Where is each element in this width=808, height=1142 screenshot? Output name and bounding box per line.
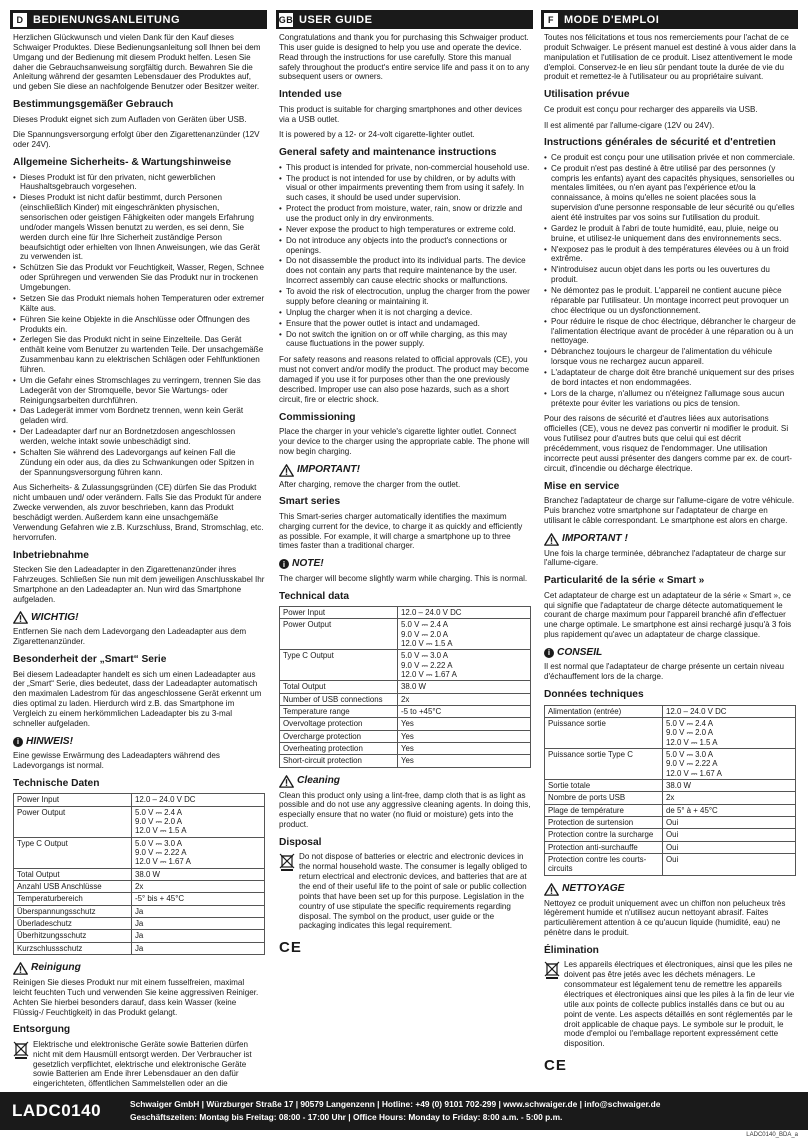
disposal-block [544,960,796,1049]
spec-name-cell: Protection anti-surchauffe [545,841,663,853]
disposal-text: Elektrische und elektronische Geräte sowie Batterien dürfen nicht mit dem Hausmüll entsorgt werden. Der Verbraucher ist gesetzlich verpflichtet, elektrische und elektronische Geräte sowie Batterien am Ende ihrer Lebensdauer an den dafür eingerichteten, öffentlichen Sammelstellen oder an die [33,1039,252,1088]
spec-value-cell: -5° bis + 45°C [131,893,264,905]
safety-item: • Débranchez toujours le chargeur de l'alimentation du véhicule lorsque vous ne rechargez aucun appareil. [544,347,796,367]
column-body [10,29,267,1088]
spec-name-cell: Power Input [14,794,132,806]
smart-series-text: This Smart-series charger automatically identifies the maximum charging current for the device, to charge it as quickly and efficiently as possible. For example, it will charge a smartphone up to three times faster than a traditional charger. [279,511,523,551]
intro-text: Herzlichen Glückwunsch und vielen Dank für den Kauf dieses Schwaiger Produktes. Diese Bedienungsanleitung soll Ihnen bei dem Umgang und der Bedienung mit diesem Produkt helfen. Lesen Sie daher die Gebrauchsanweisung sorgfältig durch. Bewahren Sie die Anleitung während der gesamten Lebensdauer des Produktes auf, und geben Sie diese an nachfolgende Benutzer oder Besitzer weiter. [13,33,261,92]
table-row [545,705,796,717]
spec-name-cell: Power Input [280,607,398,619]
info-icon: i [544,648,554,658]
warning-triangle-icon [544,533,559,546]
intended-use-heading: Utilisation prévue [544,89,630,101]
note-text: The charger will become slightly warm while charging. This is normal. [279,573,528,583]
table-row [280,755,531,767]
spec-value-cell: Oui [662,816,795,828]
table-row [545,841,796,853]
safety-item: • The product is not intended for use by children, or by adults with visual or other impairments preventing them from using it safely. In such cases, it should be used under supervision. [279,174,531,204]
table-row [280,619,531,650]
technical-data-table [13,793,265,955]
spec-value-cell: Oui [662,841,795,853]
intro-text: Congratulations and thank you for purchasing this Schwaiger product. This user guide is designed to help you use and operate the device. Read through the instructions for use carefully. Store this manual safely throughout the product's entire service life and pass it on to any subsequent users or owners. [279,33,530,82]
safety-item: • Unplug the charger when it is not charging a device. [279,308,531,318]
safety-item: • Pour réduire le risque de choc électrique, débrancher le chargeur de l'alimentation électrique avant de procéder à une réparation ou à un nettoyage. [544,317,796,347]
safety-item: • Ne démontez pas le produit. L'appareil ne contient aucune pièce réparable par l'utilisateur. Un montage incorrect peut provoquer un choc électrique ou un dysfonctionnement. [544,286,796,316]
spec-name-cell: Overcharge protection [280,730,398,742]
spec-name-cell: Puissance sortie Type C [545,748,663,779]
table-row [14,930,265,942]
warning-triangle-icon [544,883,559,896]
table-row [14,837,265,868]
table-row [14,942,265,954]
safety-item: • Führen Sie keine Objekte in die Anschlüsse oder Öffnungen des Produkts ein. [13,315,265,335]
french-column [541,10,798,1088]
spec-value-cell: de 5° à + 45°C [662,804,795,816]
spec-name-cell: Plage de température [545,804,663,816]
smart-series-heading: Particularité de la série « Smart » [544,575,705,587]
spec-value-cell: 38.0 W [131,868,264,880]
table-row [280,718,531,730]
table-row [545,792,796,804]
language-code: GB [278,14,294,25]
technical-data-heading: Technische Daten [13,777,100,789]
important-heading-label: IMPORTANT! [297,463,361,475]
cleaning-heading [544,883,796,896]
note-heading [13,736,265,748]
info-icon: i [279,559,289,569]
office-hours-line: Geschäftszeiten: Montag bis Freitag: 08:00 - 17:00 Uhr | Office Hours: Monday to Friday: 8:00 a.m. - 5:00 p.m. [130,1112,563,1122]
spec-name-cell: Type C Output [280,650,398,681]
spec-name-cell: Short-circuit protection [280,755,398,767]
table-row [280,730,531,742]
language-code: D [13,13,27,27]
disposal-text: Les appareils électriques et électroniques, ainsi que les piles ne doivent pas être jetés avec les déchets ménagers. Le consommateur est légalement tenu de remettre les appareils électriques et électroniques ainsi que les piles à la fin de leur vie utile aux points de collecte publics installés dans ce but ou au point de vente. Les aspects détaillés en sont réglementés par le droit applicable de chaque pays. Le symbole sur le produit, le mode d'emploi ou l'emballage reportent expressément cette disposition. [564,960,795,1049]
spec-name-cell: Alimentation (entrée) [545,705,663,717]
safety-item: • Um die Gefahr eines Stromschlages zu verringern, trennen Sie das Ladegerät von der Stromquelle, bevor Sie Wartungs- oder Reinigungsarbeiten durchführen. [13,376,265,406]
power-supply-text: Die Spannungsversorgung erfolgt über den Zigarettenanzünder (12V oder 24V). [13,130,260,150]
warning-triangle-icon [13,611,28,624]
important-heading-label: WICHTIG! [31,611,79,623]
warning-triangle-icon [279,775,294,788]
column-header [541,10,798,29]
table-row [545,748,796,779]
ce-mark: CE [279,939,302,957]
company-address-line: Schwaiger GmbH | Würzburger Straße 17 | 90579 Langenzenn | Hotline: +49 (0) 9101 702-299 | www.schwaiger.de | info@schwaiger.de [130,1098,661,1109]
intro-text: Toutes nos félicitations et tous nos remerciements pour l'achat de ce produit Schwaiger. Le présent manuel est destiné à vous aider dans la manipulation et l'utilisation de ce produit. Lisez attentivement le mode d'emploi. Conservez-le en lieu sûr pendant toute la durée de vie du produit et remettez-le à l'utilisateur ou au propriétaire suivant. [544,33,796,82]
model-number: LADC0140 [12,1101,102,1120]
spec-name-cell: Überladeschutz [14,917,132,929]
spec-value-cell: 5.0 V ⎓ 2.4 A 9.0 V ⎓ 2.0 A 12.0 V ⎓ 1.5 A [131,806,264,837]
disposal-heading: Entsorgung [13,1024,71,1036]
spec-value-cell: Ja [131,905,264,917]
safety-item: • Do not introduce any objects into the product's connections or openings. [279,236,531,256]
disposal-block [279,852,531,931]
table-row [14,880,265,892]
spec-name-cell: Total Output [280,681,398,693]
important-text: Entfernen Sie nach dem Ladevorgang den Ladeadapter aus dem Zigarettenanzünder. [13,627,247,647]
safety-item: • N'introduisez aucun objet dans les ports ou les ouvertures du produit. [544,265,796,285]
table-row [280,607,531,619]
crossed-bin-icon [279,853,295,871]
crossed-bin-icon [544,961,560,979]
language-code: F [544,13,558,27]
safety-heading: General safety and maintenance instructions [279,147,497,159]
warning-triangle-icon [279,464,294,477]
note-heading-label: CONSEIL [557,647,603,658]
safety-item: • This product is intended for private, non-commercial household use. [279,163,531,173]
spec-name-cell: Overheating protection [280,742,398,754]
important-heading-label: IMPORTANT ! [562,532,628,544]
german-column [10,10,267,1088]
spec-value-cell: 2x [662,792,795,804]
table-row [545,779,796,791]
safety-item: • L'adaptateur de charge doit être branché uniquement sur des prises de bord intactes et non endommagées. [544,368,796,388]
spec-value-cell: 12.0 – 24.0 V DC [397,607,530,619]
spec-name-cell: Number of USB connections [280,693,398,705]
column-title: MODE D'EMPLOI [564,13,660,26]
safety-list [544,153,796,408]
spec-value-cell: Oui [662,853,795,875]
safety-item: • Dieses Produkt ist für den privaten, nicht gewerblichen Haushaltsgebrauch vorgesehen. [13,173,265,193]
note-heading-label: NOTE! [292,558,324,570]
spec-value-cell: 5.0 V ⎓ 3.0 A 9.0 V ⎓ 2.22 A 12.0 V ⎓ 1.67 A [662,748,795,779]
safety-item: • Ce produit est conçu pour une utilisation privée et non commerciale. [544,153,796,163]
table-row [280,742,531,754]
spec-value-cell: Ja [131,917,264,929]
cleaning-heading [13,962,265,975]
table-row [14,917,265,929]
spec-name-cell: Overvoltage protection [280,718,398,730]
cleaning-heading-label: Reinigung [31,962,81,974]
english-column [276,10,533,1088]
technical-data-table [544,705,796,876]
technical-data-heading: Données techniques [544,689,644,701]
spec-name-cell: Überhitzungsschutz [14,930,132,942]
safety-item: • Zerlegen Sie das Produkt nicht in seine Einzelteile. Das Gerät enthält keine vom Benutzer zu wartenden Teile. Der unsachgemäße Zusammenbau kann zu elektrischen Schlägen oder Fehlfunktionen führen. [13,335,265,374]
column-title: BEDIENUNGSANLEITUNG [33,13,181,26]
smart-series-heading: Besonderheit der „Smart“ Serie [13,654,167,666]
table-row [14,905,265,917]
spec-value-cell: Oui [662,829,795,841]
technical-data-heading: Technical data [279,590,350,602]
safety-list [13,173,265,478]
spec-name-cell: Protection contre la surcharge [545,829,663,841]
commissioning-text: Place the charger in your vehicle's cigarette lighter outlet. Connect your device to the charger using the appropriate cable. The phone will now begin charging. [279,426,530,456]
safety-item: • Schützen Sie das Produkt vor Feuchtigkeit, Wasser, Regen, Schnee oder Sprühregen und verwenden Sie das Produkt nur in trockenen Umgebungen. [13,263,265,293]
cleaning-heading [279,775,531,788]
safety-item: • Do not switch the ignition on or off while charging, as this may cause fluctuations in the power supply. [279,330,531,350]
safety-heading: Allgemeine Sicherheits- & Wartungshinweise [13,157,232,169]
info-icon: i [13,737,23,747]
table-row [280,650,531,681]
spec-value-cell: 5.0 V ⎓ 2.4 A 9.0 V ⎓ 2.0 A 12.0 V ⎓ 1.5 A [397,619,530,650]
intended-use-text: Ce produit est conçu pour recharger des appareils via USB. [544,104,758,114]
spec-value-cell: 5.0 V ⎓ 3.0 A 9.0 V ⎓ 2.22 A 12.0 V ⎓ 1.67 A [397,650,530,681]
note-heading [544,647,796,659]
disposal-block [13,1040,265,1088]
column-body [276,29,533,958]
table-row [14,794,265,806]
column-title: USER GUIDE [299,13,373,26]
smart-series-text: Bei diesem Ladeadapter handelt es sich um einen Ladeadapter aus der „Smart“ Serie, dies bedeutet, dass der Ladeadapter automatisch den maximalen Ladestrom für das angeschlossene Gerät erkennt um dies optimal zu laden. Hierdurch wird z.B. das Smartphone im Vergleich zu einem herkömmlichen Ladeadapter bis zu 3-mal schneller aufgeladen. [13,669,262,728]
safety-item: • To avoid the risk of electrocution, unplug the charger from the power supply before cleaning or maintaining it. [279,287,531,307]
table-row [545,829,796,841]
spec-name-cell: Protection de surtension [545,816,663,828]
table-row [545,717,796,748]
spec-value-cell: Yes [397,755,530,767]
spec-value-cell: 2x [397,693,530,705]
cleaning-text: Clean this product only using a lint-free, damp cloth that is as light as possible and do not use any aggressive cleaning agents. In doing this, especially ensure that no water (no fluid or moisture) gets into the product. [279,790,531,830]
cleaning-heading-label: NETTOYAGE [562,882,625,894]
important-text: Une fois la charge terminée, débranchez l'adaptateur de charge sur l'allume-cigare. [544,548,786,568]
commissioning-heading: Commissioning [279,411,356,423]
spec-name-cell: Sortie totale [545,779,663,791]
important-heading [13,611,265,624]
spec-name-cell: Type C Output [14,837,132,868]
smart-series-text: Cet adaptateur de charge est un adaptateur de la série « Smart », ce qui signifie que l'adaptateur de charge détecte automatiquement le courant de charge maximum pour l'appareil branché afin d'effectuer une charge optimale. Le smartphone est ainsi rechargé jusqu'à 3 fois plus rapidement qu'avec un adaptateur de charge classique. [544,590,792,640]
spec-value-cell: Yes [397,730,530,742]
table-row [14,868,265,880]
commissioning-text: Stecken Sie den Ladeadapter in den Zigarettenanzünder ihres Fahrzeuges. Schließen Sie nun mit dem jeweiligen Anschlusskabel Ihr Smartphone an den Ladeadapter an. Nun wird das Smartphone aufgeladen. [13,564,265,604]
safety-item: • Gardez le produit à l'abri de toute humidité, eau, pluie, neige ou bruine, et utilisez-le uniquement dans des environnements secs. [544,224,796,244]
table-row [14,806,265,837]
spec-value-cell: 12.0 – 24.0 V DC [662,705,795,717]
technical-data-table [279,606,531,768]
cleaning-text: Nettoyez ce produit uniquement avec un chiffon non pelucheux très légèrement humide et n'utilisez aucun nettoyant abrasif. Faites particulièrement attention à ce qu'aucun liquide (humidité, eau) ne pénètre dans le produit. [544,898,786,938]
spec-value-cell: 5.0 V ⎓ 3.0 A 9.0 V ⎓ 2.22 A 12.0 V ⎓ 1.67 A [131,837,264,868]
table-row [280,681,531,693]
safety-item: • Lors de la charge, n'allumez ou n'éteignez l'allumage sous aucun prétexte pour éviter les variations ou pics de tension. [544,389,796,409]
column-header [10,10,267,29]
footer-bar [0,1092,808,1130]
spec-value-cell: -5 to +45°C [397,705,530,717]
note-heading-label: HINWEIS! [26,735,73,747]
safety-item: • Ensure that the power outlet is intact and undamaged. [279,319,531,329]
intended-use-heading: Bestimmungsgemäßer Gebrauch [13,99,174,111]
disposal-heading: Élimination [544,944,599,956]
important-heading [544,533,796,546]
ce-approval-text: Aus Sicherheits- & Zulassungsgründen (CE) dürfen Sie das Produkt nicht umbauen und/ oder verändern. Falls Sie das Produkt für andere Zwecke verwenden, als zuvor beschrieben, kann das Produkt beschädigt werden. Außerdem kann eine unsachgemäße Verwendung Gefahren wie z.B. Kurzschluss, Brand, Stromschlag, etc. hervorrufen. [13,483,264,542]
cleaning-heading-label: Cleaning [297,774,341,786]
crossed-bin-icon [13,1041,29,1059]
intended-use-text: This product is suitable for charging smartphones and other devices via a USB outlet. [279,104,522,124]
safety-item: • Protect the product from moisture, water, rain, snow or drizzle and use the product only in dry environments. [279,204,531,224]
table-row [14,893,265,905]
important-heading [279,464,531,477]
intended-use-text: Dieses Produkt eignet sich zum Aufladen von Geräten über USB. [13,114,247,124]
smart-series-heading: Smart series [279,496,341,508]
note-text: Eine gewisse Erwärmung des Ladeadapters während des Ladevorgangs ist normal. [13,751,220,771]
spec-name-cell: Temperature range [280,705,398,717]
spec-value-cell: 38.0 W [662,779,795,791]
spec-name-cell: Protection contre les courts-circuits [545,853,663,875]
disposal-heading: Disposal [279,837,322,849]
column-body [541,29,798,1075]
commissioning-heading: Mise en service [544,480,620,492]
spec-name-cell: Kurzschlussschutz [14,942,132,954]
spec-value-cell: 5.0 V ⎓ 2.4 A 9.0 V ⎓ 2.0 A 12.0 V ⎓ 1.5 A [662,717,795,748]
safety-item: • Der Ladeadapter darf nur an Bordnetzdosen angeschlossen werden, welche intakt sowie unbeschädigt sind. [13,427,265,447]
table-row [545,816,796,828]
spec-name-cell: Puissance sortie [545,717,663,748]
safety-item: • Schalten Sie während des Ladevorgangs auf keinen Fall die Zündung ein oder aus, da dies zu Schwankungen oder Spitzen in der Spannungsversorgung führen kann. [13,448,265,478]
company-info [130,1098,660,1124]
intended-use-heading: Intended use [279,89,342,101]
spec-name-cell: Power Output [280,619,398,650]
spec-value-cell: Ja [131,930,264,942]
spec-value-cell: Yes [397,742,530,754]
safety-item: • Never expose the product to high temperatures or extreme cold. [279,225,531,235]
safety-item: • Do not disassemble the product into its individual parts. The device does not contain any parts that require maintenance by the user. Incorrect assembly can cause electric shocks or malfunctions. [279,256,531,286]
spec-name-cell: Power Output [14,806,132,837]
safety-item: • Dieses Produkt ist nicht dafür bestimmt, durch Personen (einschließlich Kinder) mit eingeschränkten physischen, sensorischen oder geistigen Fähigkeiten oder mangels Erfahrung und/oder mangels Wissen benutzt zu werden, es sei denn, Sie werden durch eine für Ihre Sicherheit zuständige Person beaufsichtigt oder erhielten von Ihnen Anweisungen, wie das Gerät zu verwenden ist. [13,193,265,262]
safety-item: • Ce produit n'est pas destiné à être utilisé par des personnes (y compris les enfants) ayant des capacités physiques, sensorielles ou mentales limitées, ou n'en ayant pas l'expérience et/ou la connaissance, à moins qu'elles ne soient placées sous la supervision d'une personne responsable de leur sécurité ou qu'elles aient été instruites par vos soins sur l'utilisation du produit. [544,164,796,223]
ce-approval-text: Pour des raisons de sécurité et d'autres liées aux autorisations officielles (CE), vous ne devez pas convertir ni modifier le produit. Si vous l'utilisez pour d'autres buts que celui qui est décrit précédemment, vous risquez de l'endommager. Une utilisation incorrecte peut aussi présenter des dangers comme par ex. de court-circuit, d'incendie ou décharge électrique. [544,414,792,473]
ce-approval-text: For safety reasons and reasons related to official approvals (CE), you must not convert and/or modify the product. The product may become damaged if you use it for purposes other than the one previously described. Improper use can also pose hazards, such as a short circuit, fire or electric shock. [279,355,529,404]
spec-name-cell: Anzahl USB Anschlüsse [14,880,132,892]
spec-name-cell: Temperaturbereich [14,893,132,905]
safety-heading: Instructions générales de sécurité et d'entretien [544,137,776,149]
disposal-text: Do not dispose of batteries or electric and electronic devices in the normal household waste. The consumer is legally obliged to return electrical and electronic devices, and batteries that are at the end of their useful life to the point of sale or public collection points that have been set up for this purpose. Legislation in the country of use stipulate the specific requirements regarding disposal. The symbol on the product, user guide or the packaging indicates this legal requirement. [299,852,527,931]
table-row [545,853,796,875]
power-supply-text: Il est alimenté par l'allume-cigare (12V ou 24V). [544,120,715,130]
table-row [280,693,531,705]
spec-value-cell: 38.0 W [397,681,530,693]
spec-value-cell: Ja [131,942,264,954]
column-header [276,10,533,29]
spec-name-cell: Überspannungsschutz [14,905,132,917]
spec-value-cell: Yes [397,718,530,730]
safety-item: • Setzen Sie das Produkt niemals hohen Temperaturen oder extremer Kälte aus. [13,294,265,314]
important-text: After charging, remove the charger from the outlet. [279,479,461,489]
spec-value-cell: 2x [131,880,264,892]
note-text: Il est normal que l'adaptateur de charge présente un certain niveau d'échauffement lors de la charge. [544,662,785,682]
safety-list [279,163,531,349]
commissioning-heading: Inbetriebnahme [13,549,89,561]
cleaning-text: Reinigen Sie dieses Produkt nur mit einem fusselfreien, maximal leicht feuchten Tuch und verwenden Sie keine aggressiven Reiniger. Achten Sie hierbei besonders darauf, dass kein Wasser (keine Flüssig-/ Feuchtigkeit) in das Produkt gelangt. [13,977,259,1017]
table-row [280,705,531,717]
commissioning-text: Branchez l'adaptateur de charge sur l'allume-cigare de votre véhicule. Puis branchez votre smartphone sur l'adaptateur de charge en utilisant le câble correspondant. Le smartphone est alors en charge. [544,495,795,525]
safety-item: • N'exposez pas le produit à des températures élevées ou à un froid extrême. [544,245,796,265]
ce-mark: CE [544,1057,567,1075]
spec-name-cell: Total Output [14,868,132,880]
document-reference: LADC0140_BDA_a [746,1132,798,1138]
spec-value-cell: 12.0 – 24.0 V DC [131,794,264,806]
safety-item: • Das Ladegerät immer vom Bordnetz trennen, wenn kein Gerät geladen wird. [13,406,265,426]
spec-name-cell: Nombre de ports USB [545,792,663,804]
power-supply-text: It is powered by a 12- or 24-volt cigarette-lighter outlet. [279,130,475,140]
warning-triangle-icon [13,962,28,975]
table-row [545,804,796,816]
note-heading [279,558,531,570]
